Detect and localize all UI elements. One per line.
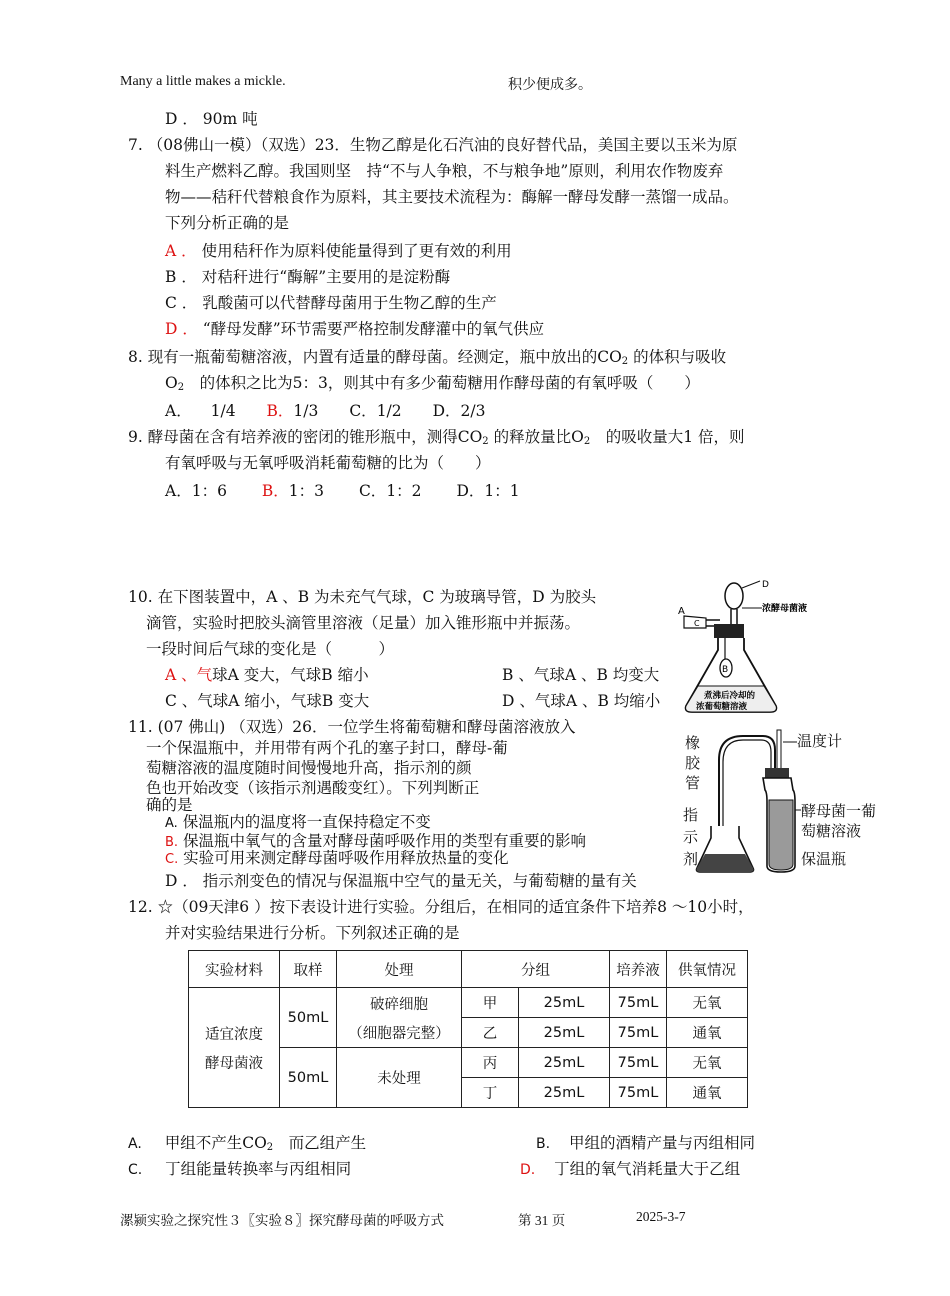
label-bottom-1: 煮沸后冷却的 xyxy=(704,691,756,701)
header-proverb-en: Many a little makes a mickle. xyxy=(120,74,286,89)
q12-line1: 12. ☆（09天津6 ）按下表设计进行实验。分组后，在相同的适宜条件下培养8 ～10小时， xyxy=(128,898,754,916)
option-letter: A． xyxy=(165,482,192,500)
table-cell-group: 甲 xyxy=(462,988,519,1018)
label-rubber-tube-3: 管 xyxy=(685,774,701,792)
treatment-line: 破碎细胞 xyxy=(370,996,428,1013)
footer-title: 漯颍实验之探究性３〖实验８〗探究酵母菌的呼吸方式 xyxy=(120,1213,444,1228)
table-header: 分组 xyxy=(462,951,610,988)
option-letter: C． xyxy=(358,482,387,500)
q8-text: 的体积之比为5：3，则其中有多少葡萄糖用作酵母菌的有氧呼吸（ ） xyxy=(184,374,700,392)
table-cell-amount: 25mL xyxy=(519,1048,610,1078)
q12-option-d xyxy=(520,1156,740,1183)
table-cell-oxygen: 无氧 xyxy=(667,988,748,1018)
subscript: 2 xyxy=(482,436,489,447)
table-header-row xyxy=(189,951,748,988)
table-cell-oxygen: 无氧 xyxy=(667,1048,748,1078)
table-cell-medium: 75mL xyxy=(610,1048,667,1078)
table-cell-amount: 25mL xyxy=(519,1018,610,1048)
label-indicator-3: 剂 xyxy=(683,850,699,868)
q7-option-b xyxy=(165,264,450,290)
option-letter: B. xyxy=(165,835,179,850)
q7-line1: 7. （08佛山一模）（双选）23．生物乙醇是化石汽油的良好替代品，美国主要以玉米为原 xyxy=(128,136,738,154)
label-d: D xyxy=(762,580,769,590)
table-cell-treatment xyxy=(337,988,462,1048)
option-letter: D. xyxy=(520,1162,536,1178)
option-text: 保温瓶内的温度将一直保持稳定不变 xyxy=(182,813,431,831)
q11-option-c xyxy=(165,848,509,870)
option-letter: D． xyxy=(432,402,461,420)
table-row xyxy=(189,988,748,1018)
q6-option-d: D ． 90m 吨 xyxy=(165,110,258,128)
table-cell-treatment: 未处理 xyxy=(337,1048,462,1108)
option-text: 1/4 xyxy=(210,402,236,420)
q11-line2: 一个保温瓶中，并用带有两个孔的塞子封口，酵母-葡 xyxy=(146,739,508,757)
q9-text: 9. 酵母菌在含有培养液的密闭的锥形瓶中，测得CO xyxy=(128,428,483,446)
option-text: 1：6 xyxy=(191,482,227,500)
label-flask: 保温瓶 xyxy=(801,850,847,868)
option-text: 1：3 xyxy=(288,482,324,500)
option-text: 实验可用来测定酵母菌呼吸作用释放热量的变化 xyxy=(183,849,509,867)
table-header: 取样 xyxy=(280,951,337,988)
q12-option-b xyxy=(536,1130,755,1157)
q8-text: 的体积与吸收 xyxy=(628,348,727,366)
option-letter: C． xyxy=(349,402,377,420)
option-text: 丁组能量转换率与丙组相同 xyxy=(165,1160,352,1178)
option-letter: B． xyxy=(266,402,294,420)
q11-line1: 11. (07 佛山) （双选）26．一位学生将葡萄糖和酵母菌溶液放入 xyxy=(128,718,576,736)
label-rubber-tube-1: 橡 xyxy=(685,734,701,752)
option-letter: B ． xyxy=(165,268,197,286)
option-text: 甲组不产生CO xyxy=(164,1134,267,1152)
option-letter: D ． xyxy=(165,872,198,890)
option-letter: A. xyxy=(128,1136,142,1152)
q10-option-b: B 、气球A 、B 均变大 xyxy=(502,666,660,684)
option-letter: A． xyxy=(165,402,192,420)
option-text: 球A 变大，气球B 缩小 xyxy=(212,666,369,684)
q11-line4: 色也开始改变（该指示剂遇酸变红）。下列判断正 xyxy=(146,779,480,797)
table-cell-medium: 75mL xyxy=(610,1078,667,1108)
option-text: 1：1 xyxy=(484,482,520,500)
label-indicator-2: 示 xyxy=(683,828,699,846)
table-cell-group: 乙 xyxy=(462,1018,519,1048)
option-letter: D． xyxy=(456,482,485,500)
subscript: 2 xyxy=(583,436,591,447)
option-text: 1/3 xyxy=(293,402,319,420)
table-header: 实验材料 xyxy=(189,951,280,988)
option-letter: C ． xyxy=(165,294,198,312)
q10-line1: 10. 在下图装置中，A 、B 为未充气气球，C 为玻璃导管，D 为胶头 xyxy=(128,588,597,606)
table-cell-material xyxy=(189,988,280,1108)
option-letter: B. xyxy=(536,1136,551,1152)
table-cell-amount: 25mL xyxy=(519,988,610,1018)
q7-option-c xyxy=(165,290,497,316)
q12-line2: 并对实验结果进行分析。下列叙述正确的是 xyxy=(165,924,460,942)
option-text: 1/2 xyxy=(376,402,402,420)
q10-line2: 滴管，实验时把胶头滴管里溶液（足量）加入锥形瓶中并振荡。 xyxy=(146,614,581,632)
table-cell-medium: 75mL xyxy=(610,988,667,1018)
table-cell-group: 丁 xyxy=(462,1078,519,1108)
label-thermometer: 温度计 xyxy=(797,732,843,750)
material-line: 适宜浓度 xyxy=(205,1026,263,1043)
label-solution-1: 酵母菌一葡 xyxy=(801,802,877,820)
table-cell-sample: 50mL xyxy=(280,988,337,1048)
option-letter: C. xyxy=(165,852,179,867)
table-cell-oxygen: 通氧 xyxy=(667,1078,748,1108)
treatment-line: （细胞器完整） xyxy=(348,1025,450,1042)
option-text: 甲组的酒精产量与丙组相同 xyxy=(569,1134,756,1152)
q8-options xyxy=(165,398,485,424)
header-proverb-cn: 积少便成多。 xyxy=(508,78,592,93)
q9-text: 的吸收量大1 倍，则 xyxy=(590,428,745,446)
option-letter: C. xyxy=(128,1162,143,1178)
q8-text: 8. 现有一瓶葡萄糖溶液，内置有适量的酵母菌。经测定，瓶中放出的CO xyxy=(128,348,622,366)
option-text: 丁组的氧气消耗量大于乙组 xyxy=(554,1160,741,1178)
label-top: 浓酵母菌液 xyxy=(762,604,808,614)
table-header: 培养液 xyxy=(610,951,667,988)
option-letter: A ． xyxy=(165,242,197,260)
subscript: 2 xyxy=(177,382,185,393)
option-text: 而乙组产生 xyxy=(273,1134,367,1152)
table-cell-group: 丙 xyxy=(462,1048,519,1078)
q9-text: 的释放量比O xyxy=(488,428,584,446)
q10-option-d: D 、气球A 、B 均缩小 xyxy=(502,692,661,710)
material-line: 酵母菌液 xyxy=(205,1055,263,1072)
table-cell-amount: 25mL xyxy=(519,1078,610,1108)
table-cell-oxygen: 通氧 xyxy=(667,1018,748,1048)
option-letter: A 、气 xyxy=(165,666,213,684)
q7-option-a xyxy=(165,238,512,264)
table-cell-medium: 75mL xyxy=(610,1018,667,1048)
q8-line2 xyxy=(165,370,700,401)
label-indicator-1: 指 xyxy=(683,806,699,824)
label-b: B xyxy=(722,665,729,675)
q7-line4: 下列分析正确的是 xyxy=(165,214,290,232)
label-a: A xyxy=(678,606,685,617)
option-text: 指示剂变色的情况与保温瓶中空气的量无关，与葡萄糖的量有关 xyxy=(202,872,637,890)
table-header: 供氧情况 xyxy=(667,951,748,988)
option-letter: D ． xyxy=(165,320,198,338)
option-text: 2/3 xyxy=(460,402,486,420)
label-rubber-tube-2: 胶 xyxy=(685,754,701,772)
footer-date: 2025-3-7 xyxy=(636,1209,686,1224)
q10-line3: 一段时间后气球的变化是（ ） xyxy=(146,640,395,658)
q11-line3: 萄糖溶液的温度随时间慢慢地升高，指示剂的颜 xyxy=(146,759,472,777)
q11-option-d xyxy=(165,868,637,894)
option-text: 对秸秆进行“酶解”主要用的是淀粉酶 xyxy=(201,268,451,286)
q11-line5: 确的是 xyxy=(146,796,193,814)
option-letter: B． xyxy=(261,482,289,500)
q10-option-a xyxy=(165,662,369,688)
q8-text: O xyxy=(165,374,178,392)
option-text: “酵母发酵”环节需要严格控制发酵灌中的氧气供应 xyxy=(202,320,545,338)
table-header: 处理 xyxy=(337,951,462,988)
option-text: 乳酸菌可以代替酵母菌用于生物乙醇的生产 xyxy=(202,294,497,312)
q12-option-c xyxy=(128,1156,351,1183)
flask-balloon-figure xyxy=(676,578,808,724)
option-text: 1：2 xyxy=(386,482,422,500)
option-letter: A. xyxy=(165,816,178,831)
option-text: 保温瓶中氧气的含量对酵母菌呼吸作用的类型有重要的影响 xyxy=(183,832,587,850)
q9-line2: 有氧呼吸与无氧呼吸消耗葡萄糖的比为（ ） xyxy=(165,454,491,472)
label-solution-2: 萄糖溶液 xyxy=(801,822,862,840)
q9-options xyxy=(165,478,520,504)
label-c: C xyxy=(694,619,700,628)
subscript: 2 xyxy=(266,1142,274,1153)
q7-option-d xyxy=(165,316,544,342)
table-cell-sample: 50mL xyxy=(280,1048,337,1108)
q7-line2: 料生产燃料乙醇。我国则坚 持“不与人争粮，不与粮争地”原则，利用农作物废弃 xyxy=(165,162,724,180)
thermos-apparatus-figure xyxy=(683,730,888,876)
q10-option-c: C 、气球A 缩小，气球B 变大 xyxy=(165,692,370,710)
label-bottom-2: 浓葡萄糖溶液 xyxy=(696,702,748,712)
experiment-table xyxy=(188,950,748,1108)
footer-page-number: 第 31 页 xyxy=(518,1213,566,1228)
option-text: 使用秸秆作为原料使能量得到了更有效的利用 xyxy=(201,242,512,260)
q7-line3: 物——秸秆代替粮食作为原料，其主要技术流程为：酶解一酵母发酵一蒸馏一成品。 xyxy=(165,188,739,206)
subscript: 2 xyxy=(621,356,629,367)
